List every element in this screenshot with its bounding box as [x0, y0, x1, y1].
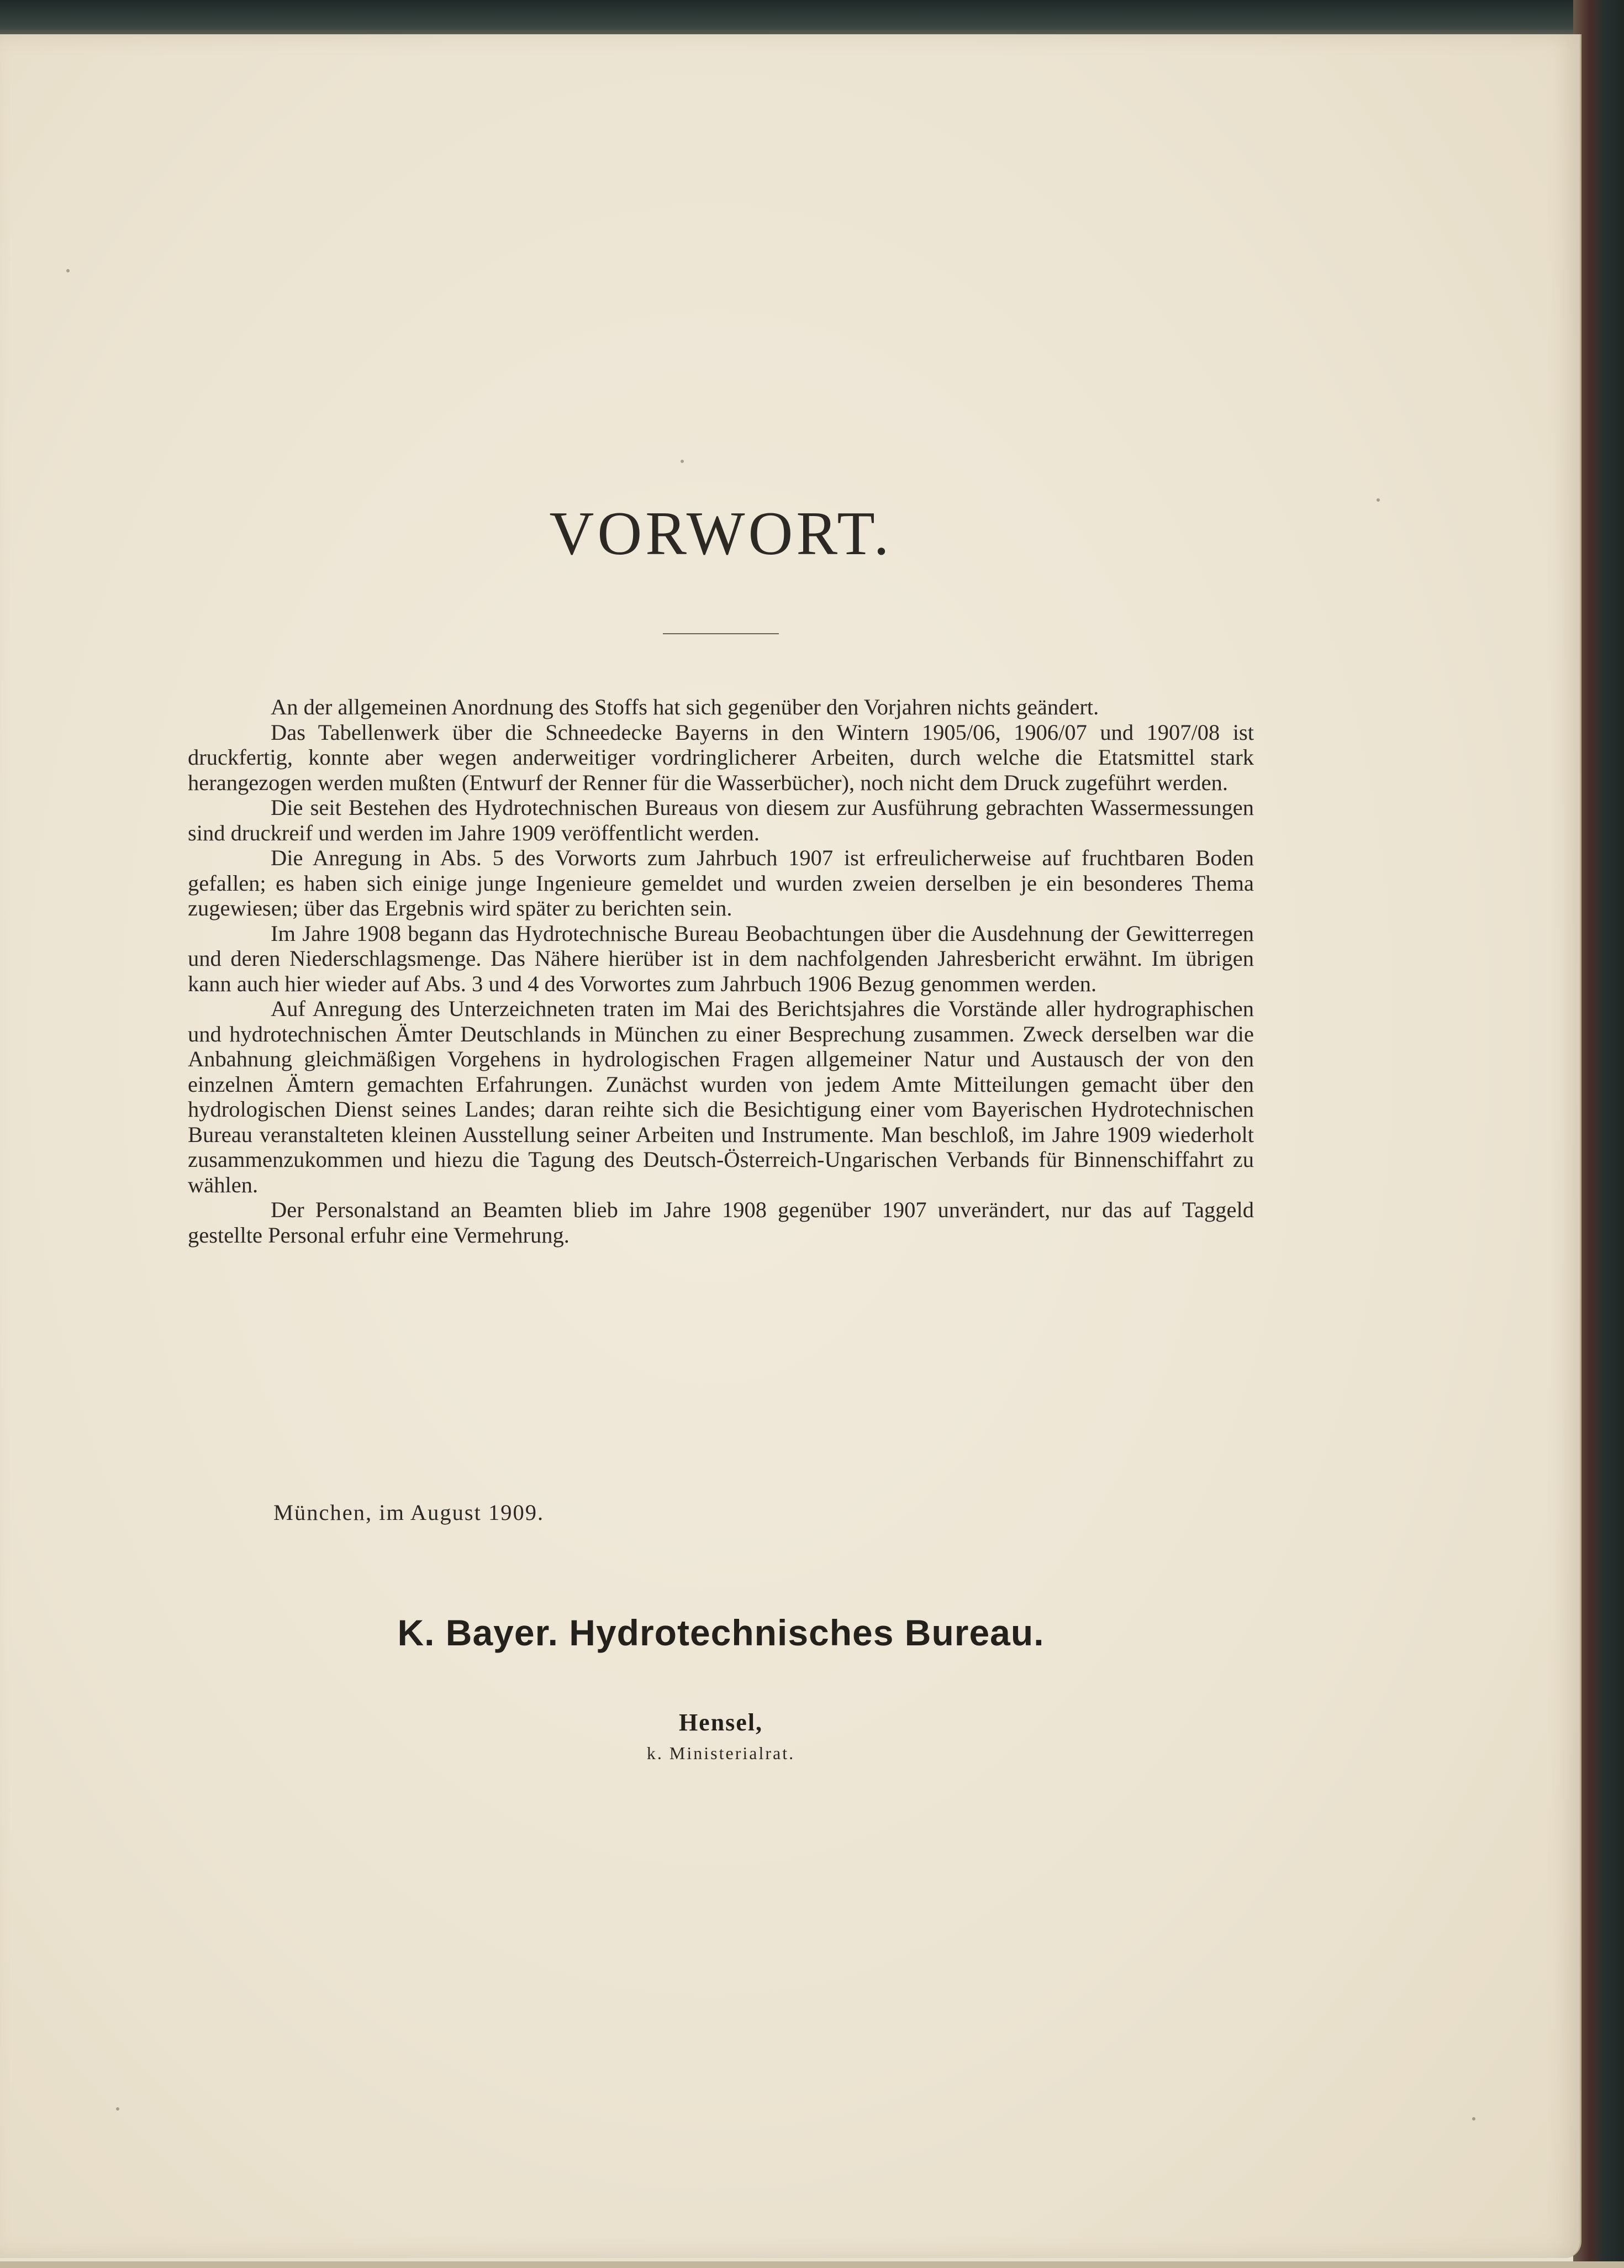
paragraph: Der Personalstand an Beamten blieb im Jahre 1908 gegenüber 1907 unverändert, nur das auf Taggeld gestellte Personal erfuhr eine Vermehrung. [188, 1197, 1254, 1248]
ink-speck [1472, 2117, 1475, 2120]
signer-name: Hensel, [678, 1709, 763, 1736]
paragraph: Auf Anregung des Unterzeichneten traten im Mai des Berichtsjahres die Vorstände aller hydrographischen und hydrotechnischen Ämter Deutschlands in München zu einer Besprechung zusammen. Zweck derselben war die Anbahnung gleichmäßigen Vorgehens in hydrologischen Fragen allgemeiner Natur und Austausch der von den einzelnen Ämtern gemachten Erfahrungen. Zunächst wurden von jedem Amte Mitteilungen gemacht über den hydrologischen Dienst seines Landes; daran reihte sich die Besichtigung einer vom Bayerischen Hydrotechnischen Bureau veranstalteten kleinen Ausstellung seiner Arbeiten und Instrumente. Man beschloß, im Jahre 1909 wiederholt zusammenzukommen und hiezu die Tagung des Deutsch-Österreich-Ungarischen Verbands für Binnenschiffahrt zu wählen. [188, 996, 1254, 1197]
title-divider [663, 633, 779, 634]
place-and-date: München, im August 1909. [273, 1500, 545, 1525]
paragraph: An der allgemeinen Anordnung des Stoffs hat sich gegenüber den Vorjahren nichts geändert. [271, 694, 1099, 719]
paper-sheet [0, 34, 1581, 2258]
page-title: VORWORT. [549, 499, 893, 568]
paragraph: Im Jahre 1908 begann das Hydrotechnische Bureau Beobachtungen über die Ausdehnung der Gewitterregen und deren Niederschlagsmenge. Das Nähere hierüber ist in dem nachfolgenden Jahresbericht erwähnt. Im übrigen kann auch hier wieder auf Abs. 3 und 4 des Vorwortes zum Jahrbuch 1906 Bezug genommen werden. [188, 920, 1254, 996]
paragraph: Die Anregung in Abs. 5 des Vorworts zum Jahrbuch 1907 ist erfreulicherweise auf fruchtbaren Boden gefallen; es haben sich einige junge Ingenieure gemeldet und wurden zweien derselben je ein besonderes Thema zugewiesen; über das Ergebnis wird später zu berichten sein. [188, 845, 1254, 920]
ink-speck [66, 269, 70, 272]
preface-body [188, 694, 1254, 1248]
paragraph: Das Tabellenwerk über die Schneedecke Bayerns in den Wintern 1905/06, 1906/07 und 1907/08 ist druckfertig, konnte aber wegen anderweitiger vordringlicherer Arbeiten, durch welche die Etatsmittel stark herangezogen werden mußten (Entwurf der Renner für die Wasserbücher), noch nicht dem Druck zugeführt werden. [188, 719, 1254, 795]
ink-speck [116, 2107, 119, 2111]
paragraph: Die seit Bestehen des Hydrotechnischen Bureaus von diesem zur Ausführung gebrachten Wassermessungen sind druckreif und werden im Jahre 1909 veröffentlicht werden. [188, 795, 1254, 845]
book-binding-top-edge [0, 0, 1624, 39]
institution-name: K. Bayer. Hydrotechnisches Bureau. [397, 1612, 1045, 1653]
ink-speck [1377, 498, 1380, 502]
ink-speck [681, 460, 684, 463]
page-bottom-edge [0, 2261, 1624, 2268]
signer-title: k. Ministerialrat. [646, 1743, 795, 1763]
